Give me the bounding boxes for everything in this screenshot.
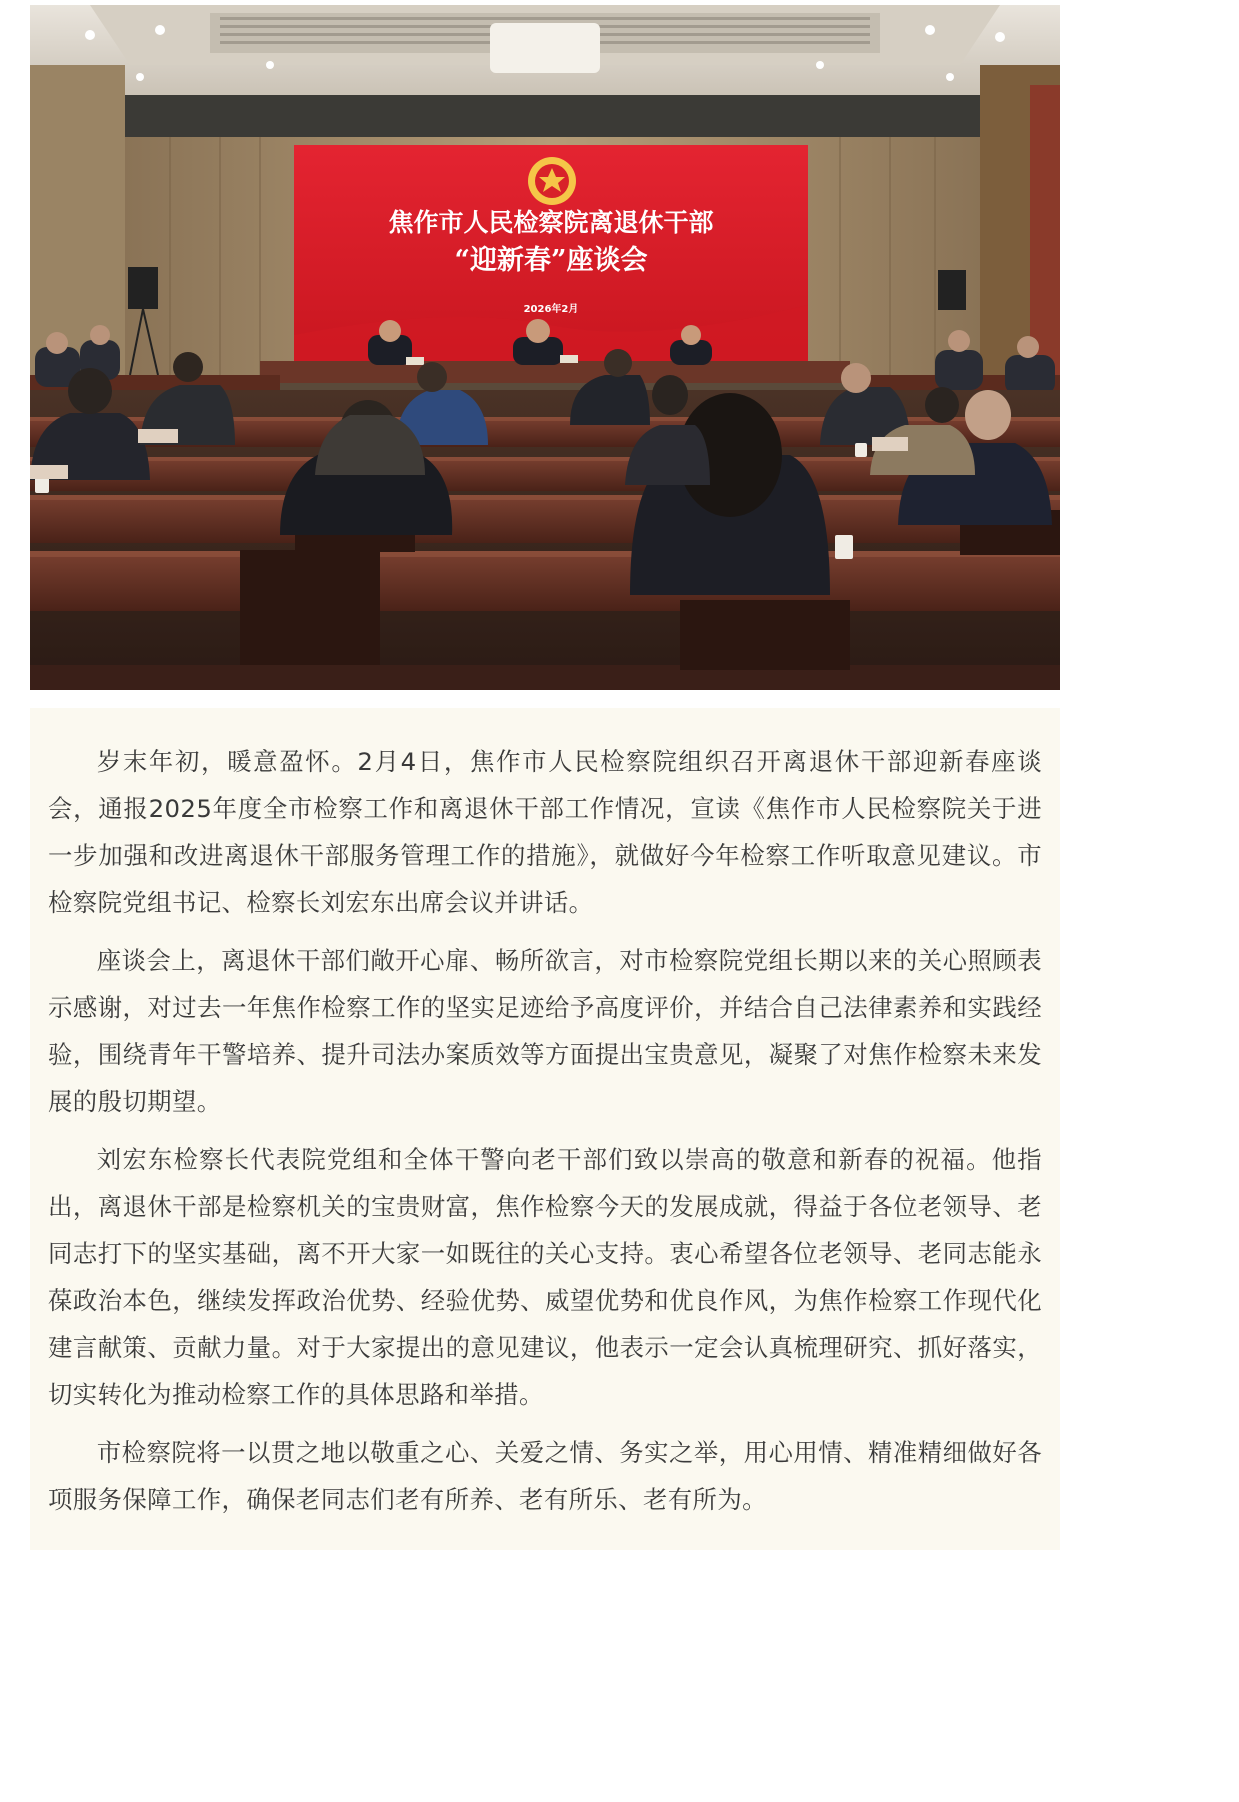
screen-title-line2: “迎新春”座谈会 <box>454 245 648 276</box>
chandelier <box>490 23 600 73</box>
article-paragraph: 刘宏东检察长代表院党组和全体干警向老干部们致以崇高的敬意和新春的祝福。他指出，离退休干部是检察机关的宝贵财富，焦作检察今天的发展成就，得益于各位老领导、老同志打下的坚实基础，离不开大家一如既往的关心支持。衷心希望各位老领导、老同志能永葆政治本色，继续发挥政治优势、经验优势、威望优势和优良作风，为焦作检察工作现代化建言献策、贡献力量。对于大家提出的意见建议，他表示一定会认真梳理研究、抓好落实，切实转化为推动检察工作的具体思路和举措。 <box>48 1145 1042 1409</box>
ceiling-beam <box>30 95 1060 137</box>
article-paragraph: 市检察院将一以贯之地以敬重之心、关爱之情、务实之举，用心用情、精准精细做好各项服务保障工作，确保老同志们老有所养、老有所乐、老有所为。 <box>48 1438 1042 1514</box>
right-speaker <box>938 270 966 310</box>
article-body <box>30 708 1060 1550</box>
meeting-photo <box>30 5 1060 690</box>
meeting-photo-illustration <box>30 5 1060 690</box>
screen-title-line1: 焦作市人民检察院离退休干部 <box>388 208 714 237</box>
left-speaker <box>128 267 158 309</box>
screen-date: 2026年2月 <box>523 304 579 315</box>
article-paragraph: 岁末年初，暖意盈怀。2月4日，焦作市人民检察院组织召开离退休干部迎新春座谈会，通报2025年度全市检察工作和离退休干部工作情况，宣读《焦作市人民检察院关于进一步加强和改进离退休干部服务管理工作的措施》，就做好今年检察工作听取意见建议。市检察院党组书记、检察长刘宏东出席会议并讲话。 <box>48 747 1042 917</box>
article-paragraph: 座谈会上，离退休干部们敞开心扉、畅所欲言，对市检察院党组长期以来的关心照顾表示感谢，对过去一年焦作检察工作的坚实足迹给予高度评价，并结合自己法律素养和实践经验，围绕青年干警培养、提升司法办案质效等方面提出宝贵意见，凝聚了对焦作检察未来发展的殷切期望。 <box>48 946 1042 1116</box>
